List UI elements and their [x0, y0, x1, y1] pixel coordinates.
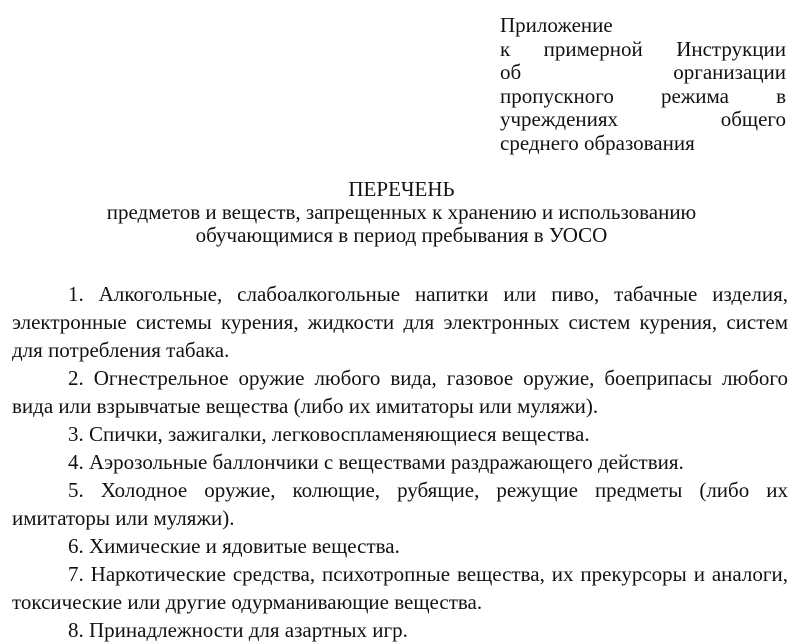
- appendix-note: [500, 14, 786, 155]
- list-item: 5. Холодное оружие, колющие, рубящие, режущие предметы (либо их имитаторы или муляжи).: [12, 478, 788, 530]
- list-item: 7. Наркотические средства, психотропные вещества, их прекурсоры и аналоги, токсические или другие одурманивающие вещества.: [12, 562, 788, 614]
- list-item: 2. Огнестрельное оружие любого вида, газовое оружие, боеприпасы любого вида или взрывчатые вещества (либо их имитаторы или муляжи).: [12, 366, 788, 418]
- appendix-line: учреждениях общего: [500, 107, 786, 131]
- appendix-line: к примерной Инструкции: [500, 36, 786, 61]
- appendix-line: об организации: [500, 60, 786, 84]
- list-item: 4. Аэрозольные баллончики с веществами раздражающего действия.: [68, 450, 684, 474]
- list-item: 1. Алкогольные, слабоалкогольные напитки или пиво, табачные изделия, электронные системы курения, жидкости для электронных систем курения, систем для потребления табака.: [12, 282, 788, 362]
- title-heading: ПЕРЕЧЕНЬ: [348, 177, 455, 201]
- document-title: [0, 178, 803, 247]
- list-item: 6. Химические и ядовитые вещества.: [68, 534, 400, 558]
- prohibited-items-list: [12, 280, 788, 644]
- appendix-line: пропускного режима в: [500, 83, 786, 108]
- title-subtitle-line: предметов и веществ, запрещенных к хранению и использованию: [106, 200, 697, 224]
- list-item: 3. Спички, зажигалки, легковоспламеняющиеся вещества.: [68, 422, 590, 446]
- list-item: 8. Принадлежности для азартных игр.: [68, 618, 408, 642]
- title-subtitle-line: обучающимися в период пребывания в УОСО: [195, 223, 608, 247]
- appendix-line: среднего образования: [500, 130, 695, 155]
- appendix-line: Приложение: [500, 13, 613, 37]
